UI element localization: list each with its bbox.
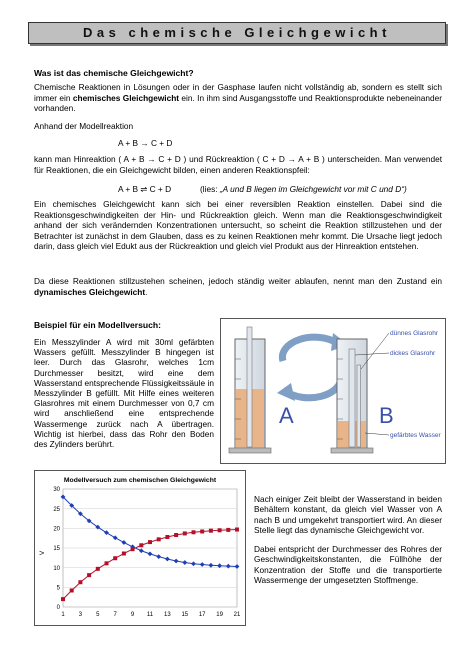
paragraph-hin-rueckreaktion: kann man Hinreaktion ( A + B → C + D ) und Rückreaktion ( C + D → A + B ) unterscheiden. Man verwendet für Reaktionen, die ein Gleichgewicht bilden, einen anderen Reaktionspfeil: [34,154,442,175]
paragraph-dynamisch [34,276,442,297]
chart-y-tick-label: 0 [56,605,60,612]
intro-bold: chemisches Gleichgewicht [72,92,180,103]
reaction-equation-1: A + B → C + D [118,138,173,148]
paragraph-modellreaktion: Anhand der Modellreaktion [34,121,134,131]
paragraph-reversibel: Ein chemisches Gleichgewicht kann sich bei einer reversiblen Reaktion einstellen. Dabei sind die Reaktionsgeschwindigkeiten der Hin- und Rückreaktion gleich. Wenn man die Reaktionsgeschwindigkeit anhand der sich verändernden Konzentrationen untersucht, so scheint die Reaktion stillzustehen und der Betrachter ist zunächst in dem Glauben, dass es zu keinen Reaktionen mehr kommt. Die Ursache liegt jedoch darin, dass gleich viel Edukt aus der Rückreaktion und gleich viel Produkt aus der Hinreaktion entstehen. [34,199,442,252]
paragraph-versuchsbeschreibung: Ein Messzylinder A wird mit 30ml gefärbten Wassers gefüllt. Messzylinder B hingegen ist leer. Durch das Glasrohr, welches 1cm Durchmesser besitzt, wird eine dem Wasserstand entsprechende Flüssigkeitssäule in Messzylinder B gefüllt. Mit Hilfe eines weiteren Glasrohres mit einem Durchmesser von 0,7 cm wird anschließend eine entsprechende Wassermenge zurück nach A übertragen. Wichtig ist hierbei, dass das Rohr den Boden des Zylinders berührt. [34,337,214,450]
label-thick-tube: dickes Glasrohr [390,350,436,357]
chart-y-tick-label: 30 [53,487,60,494]
chart-point-series-2 [113,556,117,560]
chart-point-series-2 [105,561,109,565]
chart-point-series-2 [218,528,222,532]
chart-point-series-2 [174,533,178,537]
chart-point-series-2 [192,530,196,534]
chart-point-series-2 [78,580,82,584]
chart-point-series-2 [209,529,213,533]
paragraph-ergebnis: Nach einiger Zeit bleibt der Wasserstand in beiden Behältern konstant, da gleich viel Wasser von A nach B und umgekehrt transportiert wird. An dieser Stelle liegt das dynamische Gleichgewicht vor. [254,494,442,536]
chart-point-series-2 [157,537,161,541]
chart-x-tick-label: 11 [146,612,154,618]
chart-y-tick-label: 5 [56,585,60,592]
chart-svg [35,471,245,625]
equilibrium-chart [34,470,246,626]
chart-y-tick-label: 25 [53,506,60,513]
paragraph-intro [34,82,442,114]
chart-x-tick-label: 7 [113,612,117,618]
chart-point-series-2 [131,547,135,551]
chart-y-tick-label: 20 [53,526,60,533]
reaction-equation-2: A + B ⇌ C + D [118,184,172,194]
thick-tube-icon [349,349,355,447]
chart-point-series-2 [87,573,91,577]
chart-point-series-2 [61,597,65,601]
messzylinder-illustration [221,319,445,463]
chart-point-series-2 [183,531,187,535]
dynamisch-end: . [145,286,148,297]
chart-point-series-2 [235,528,239,532]
chart-x-tick-label: 5 [96,612,100,618]
chart-x-tick-label: 13 [164,612,171,618]
label-letter-a: A [279,403,294,428]
chart-y-tick-label: 15 [53,546,60,553]
page-title: Das chemische Gleichgewicht [28,22,446,44]
chart-title: Modellversuch zum chemischen Gleichgewicht [63,477,217,484]
chart-y-tick-label: 10 [53,565,60,572]
label-thin-tube: dünnes Glasrohr [390,330,439,337]
intro-text-1: Chemische Reaktionen in Lösungen oder in der Gasphase laufen nicht vollständig ab, sondern es stellt sich immer ein [34,82,442,103]
label-colored-water: gefärbtes Wasser [390,432,441,439]
chart-point-series-2 [70,588,74,592]
chart-y-axis-label: V [39,550,46,556]
chart-point-series-2 [96,567,100,571]
chart-x-tick-label: 21 [233,612,241,618]
chart-x-tick-label: 1 [61,612,65,618]
glass-tube-a-icon [247,327,252,447]
reaction-note [200,184,407,194]
section-heading-gleichgewicht: Was ist das chemische Gleichgewicht? [34,68,194,78]
chart-point-series-2 [139,543,143,547]
chart-x-tick-label: 19 [216,612,223,618]
dynamisch-text: Da diese Reaktionen stillzustehen scheinen, jedoch ständig weiter ablaufen, nennt man den Zustand ein [34,276,442,286]
section-heading-modellversuch: Beispiel für ein Modellversuch: [34,320,162,330]
chart-x-tick-label: 9 [130,612,135,618]
chart-point-series-2 [122,552,126,556]
chart-x-tick-label: 3 [78,612,83,618]
chart-point-series-2 [226,528,230,532]
chart-point-series-2 [148,540,152,544]
label-letter-b: B [379,403,394,428]
reaction-note-italic: „A und B liegen im Gleichgewicht vor mit C und D“) [219,184,407,194]
dynamisch-bold: dynamisches Gleichgewicht [34,286,146,297]
chart-x-tick-label: 17 [198,612,206,618]
paragraph-deutung: Dabei entspricht der Durchmesser des Rohres der Geschwindigkeitskonstanten, die Füllhöhe der Konzentration der Stoffe und die transportierte Wassermenge der umgesetzten Stoffmenge. [254,544,442,586]
chart-x-tick-label: 15 [181,612,189,618]
chart-point-series-2 [165,535,169,539]
messzylinder-figure [220,318,446,464]
chart-point-series-2 [200,529,204,533]
intro-text-2: ein. In ihm sind Ausgangsstoffe und Reaktionsprodukte nebeneinander vorhanden. [34,92,442,114]
reaction-note-prefix: (lies: [200,184,220,194]
thin-tube-icon [357,365,361,447]
